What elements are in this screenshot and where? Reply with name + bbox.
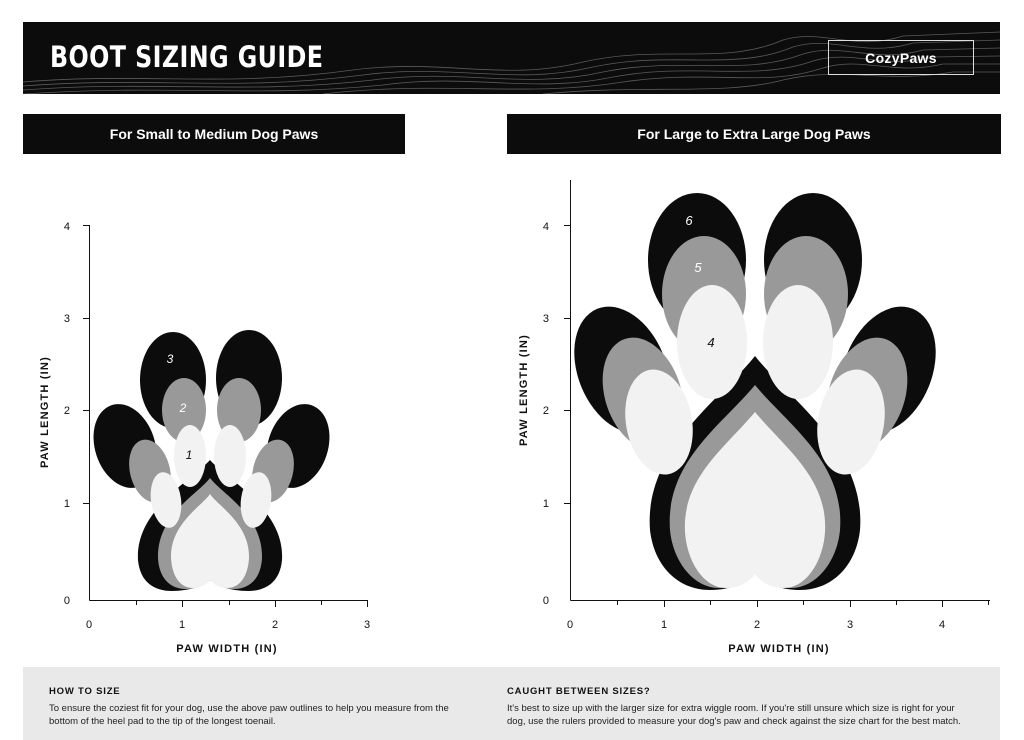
page-title: BOOT SIZING GUIDE [50,40,324,74]
right-x-axis-label: PAW WIDTH (IN) [728,643,830,655]
left-ytick-label-1: 1 [63,498,70,510]
between-sizes-text: It's best to size up with the larger size for extra wiggle room. If you're still unsure which size is right for your dog, use the rulers provided to measure your dog's paw and check against the size chart for the best match. [507,703,961,727]
left-ytick-label-2: 2 [63,405,70,417]
right-xtick-label-4: 4 [938,619,946,631]
left-ytick-label-4: 4 [63,221,70,233]
right-ytick-label-0: 0 [542,595,549,607]
right-ytick-label-3: 3 [542,313,549,325]
between-sizes-heading: CAUGHT BETWEEN SIZES? [507,686,651,697]
left-ytick-label-0: 0 [63,595,70,607]
left-y-axis-label: PAW LENGTH (IN) [39,356,51,468]
right-xtick-label-2: 2 [753,619,761,631]
left-panel-title: For Small to Medium Dog Paws [23,114,405,154]
left-size-label-2: 2 [179,401,187,415]
left-x-axis-label: PAW WIDTH (IN) [176,643,278,655]
right-size-label-5: 5 [694,260,702,275]
brand-logo: CozyPaws [828,40,974,75]
right-panel-title: For Large to Extra Large Dog Paws [507,114,1001,154]
footer-notes [23,667,1000,740]
left-xtick-label-3: 3 [363,619,371,631]
left-paw-diagram [39,221,370,655]
right-ytick-label-4: 4 [542,221,549,233]
right-ytick-label-2: 2 [542,405,549,417]
right-ytick-label-1: 1 [542,498,549,510]
right-y-axis-label: PAW LENGTH (IN) [518,334,530,446]
left-size-label-1: 1 [185,448,193,462]
left-xtick-label-0: 0 [85,619,93,631]
right-xtick-label-1: 1 [660,619,668,631]
right-xtick-label-0: 0 [566,619,574,631]
right-size-label-4: 4 [707,335,715,350]
left-xtick-label-2: 2 [271,619,279,631]
left-xtick-label-1: 1 [178,619,186,631]
between-sizes-note [507,685,969,728]
how-to-size-heading: HOW TO SIZE [49,686,121,697]
right-paw-diagram [518,180,990,655]
how-to-size-text: To ensure the coziest fit for your dog, use the above paw outlines to help you measure from the bottom of the heel pad to the tip of the longest toenail. [49,703,449,727]
left-size-label-3: 3 [166,352,174,366]
how-to-size-note [49,685,479,728]
right-size-label-6: 6 [685,213,693,228]
right-xtick-label-3: 3 [846,619,854,631]
left-ytick-label-3: 3 [63,313,70,325]
